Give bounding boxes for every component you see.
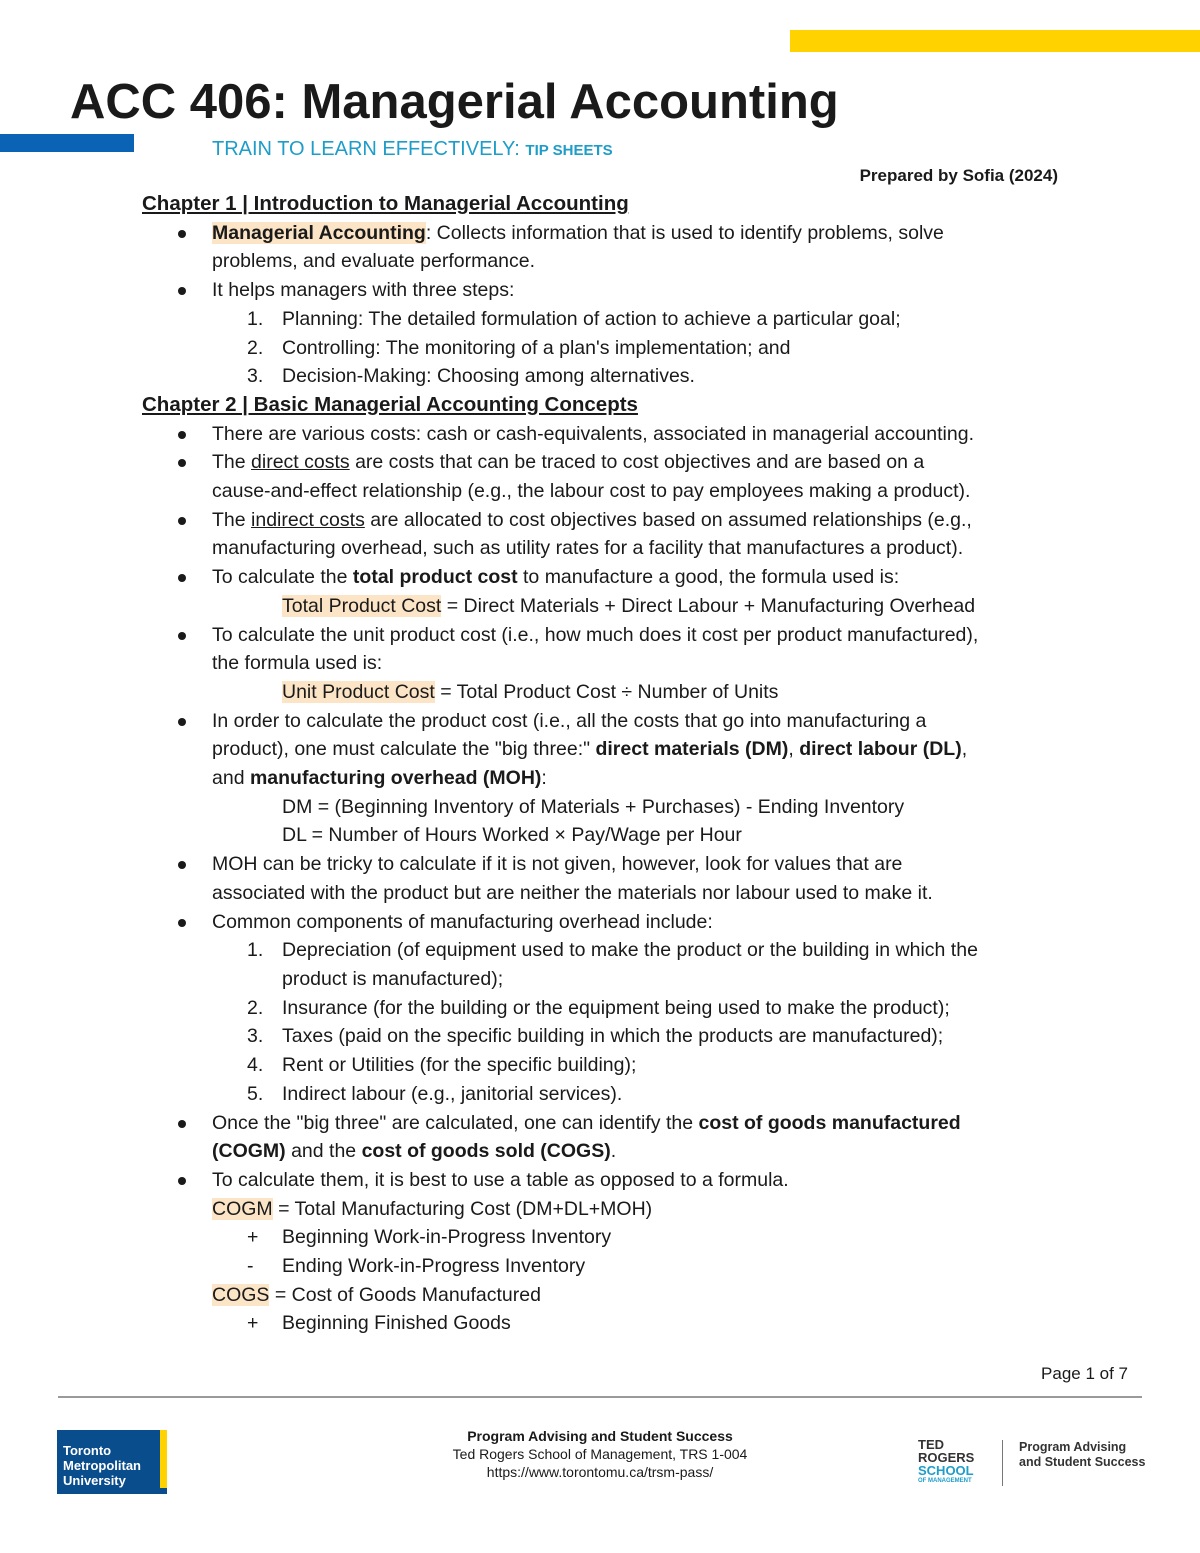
text: It helps managers with three steps: [212, 279, 515, 302]
text: and the [285, 1140, 362, 1163]
moh-item [212, 994, 1072, 1023]
term-direct-materials: direct materials (DM) [595, 738, 789, 761]
cogm-plus-line [142, 1223, 1072, 1252]
plus-sign: + [247, 1226, 259, 1249]
text: The [212, 451, 252, 474]
text: To calculate them, it is best to use a table as opposed to a formula. [212, 1168, 789, 1191]
minus-sign: - [247, 1255, 254, 1278]
text: Controlling: The monitoring of a plan's implementation; and [282, 336, 791, 359]
text: Planning: The detailed formulation of action to achieve a particular goal; [282, 307, 901, 330]
subtitle-main: TRAIN TO LEARN EFFECTIVELY: [212, 138, 520, 160]
text: To calculate the [212, 566, 353, 589]
logo-line: ROGERS [918, 1450, 975, 1465]
text: In order to calculate the product cost (i.e., all the costs that go into manufacturing a [212, 709, 927, 732]
list-item [142, 563, 1072, 620]
subtitle-small: TIP SHEETS [525, 142, 613, 159]
formula-dm: DM = (Beginning Inventory of Materials + Purchases) - Ending Inventory [282, 795, 905, 818]
number: 3. [247, 365, 264, 388]
list-item [142, 707, 1072, 851]
text: Ending Work-in-Progress Inventory [282, 1255, 586, 1278]
formula-term: Unit Product Cost [282, 680, 435, 703]
formula-text: = Total Manufacturing Cost (DM+DL+MOH) [272, 1197, 653, 1220]
list-item [142, 506, 1072, 563]
text: Beginning Work-in-Progress Inventory [282, 1226, 612, 1249]
text: . [610, 1140, 617, 1163]
text: There are various costs: cash or cash-equivalents, associated in managerial accounting. [212, 422, 974, 445]
number: 2. [247, 996, 264, 1019]
footer-address: Ted Rogers School of Management, TRS 1-004 [452, 1446, 748, 1462]
term-cogm: cost of goods manufactured [698, 1111, 961, 1134]
list-item [142, 448, 1072, 505]
list-item [142, 420, 1072, 449]
pass-logo [1019, 1440, 1145, 1470]
text: cause-and-effect relationship (e.g., the labour cost to pay employees making a product). [212, 480, 971, 503]
chapter-2-list [142, 420, 1072, 1195]
plus-sign: + [247, 1312, 259, 1335]
text: Indirect labour (e.g., janitorial services). [282, 1082, 623, 1105]
text: are costs that can be traced to cost objectives and are based on a [349, 451, 925, 474]
chapter-1-list [142, 219, 1072, 391]
list-item [142, 219, 1072, 276]
step-item [212, 334, 1072, 363]
number: 5. [247, 1082, 264, 1105]
document-title: ACC 406: Managerial Accounting [70, 75, 839, 129]
steps-list [212, 305, 1072, 391]
list-item [142, 621, 1072, 707]
formula-term: COGS [212, 1283, 270, 1306]
text: the formula used is: [212, 652, 383, 675]
document-subtitle [212, 136, 613, 164]
text: : Collects information that is used to identify problems, solve [425, 221, 944, 244]
trsm-logo [918, 1438, 974, 1485]
term-total-product-cost: total product cost [352, 566, 518, 589]
document-body [142, 190, 1072, 1338]
text: are allocated to cost objectives based on assumed relationships (e.g., [364, 508, 972, 531]
footer-org: Program Advising and Student Success [467, 1428, 733, 1444]
logo-line: SCHOOL [918, 1463, 974, 1478]
moh-item [212, 936, 1072, 993]
logo-line: OF MANAGEMENT [918, 1478, 972, 1484]
term-cogm-abbr: (COGM) [212, 1140, 286, 1163]
logo-line: Toronto [63, 1443, 112, 1458]
formula-total-product-cost [212, 592, 1072, 621]
step-item [212, 362, 1072, 391]
text: and [212, 767, 250, 790]
moh-item [212, 1051, 1072, 1080]
number: 1. [247, 939, 264, 962]
logo-separator [1002, 1440, 1003, 1486]
text: associated with the product but are neither the materials nor labour used to make it. [212, 881, 933, 904]
chapter-1-heading: Chapter 1 | Introduction to Managerial Accounting [142, 192, 629, 215]
logo-line: University [63, 1473, 126, 1488]
moh-components-list [212, 936, 1072, 1108]
moh-item [212, 1080, 1072, 1109]
text: Taxes (paid on the specific building in which the products are manufactured); [282, 1025, 944, 1048]
term-direct-costs: direct costs [251, 451, 350, 474]
text: Insurance (for the building or the equipment being used to make the product); [282, 996, 950, 1019]
text: Common components of manufacturing overhead include: [212, 910, 713, 933]
formula-term: COGM [212, 1197, 273, 1220]
text: To calculate the unit product cost (i.e., how much does it cost per product manufactured), [212, 623, 979, 646]
logo-line: Program Advising [1019, 1440, 1127, 1454]
text: : [541, 767, 547, 790]
chapter-2-heading: Chapter 2 | Basic Managerial Accounting Concepts [142, 392, 638, 416]
term-managerial-accounting: Managerial Accounting [212, 221, 426, 244]
text: MOH can be tricky to calculate if it is not given, however, look for values that are [212, 853, 903, 876]
logo-line: and Student Success [1019, 1455, 1146, 1469]
top-yellow-bar [790, 30, 1200, 52]
text: problems, and evaluate performance. [212, 250, 536, 273]
term-direct-labour: direct labour (DL) [799, 738, 962, 761]
list-item [142, 850, 1072, 907]
page-number: Page 1 of 7 [1041, 1364, 1128, 1383]
list-item [142, 276, 1072, 391]
step-item [212, 305, 1072, 334]
list-item [142, 908, 1072, 1109]
list-item [142, 1109, 1072, 1166]
text: Beginning Finished Goods [282, 1312, 511, 1335]
logo-line: Metropolitan [63, 1458, 141, 1473]
text: product is manufactured); [282, 967, 504, 990]
left-blue-bar [0, 134, 134, 152]
text: manufacturing overhead, such as utility rates for a facility that manufactures a product). [212, 537, 964, 560]
number: 4. [247, 1054, 264, 1077]
formula-dl: DL = Number of Hours Worked × Pay/Wage per Hour [282, 824, 742, 847]
footer-divider [58, 1396, 1142, 1398]
cogs-plus-line [142, 1309, 1072, 1338]
number: 2. [247, 336, 264, 359]
formula-text: = Cost of Goods Manufactured [269, 1283, 541, 1306]
formula-unit-product-cost [212, 678, 1072, 707]
list-item [142, 1166, 1072, 1195]
text: to manufacture a good, the formula used is: [517, 566, 900, 589]
number: 1. [247, 307, 264, 330]
number: 3. [247, 1025, 264, 1048]
formula-term: Total Product Cost [282, 594, 442, 617]
term-manufacturing-overhead: manufacturing overhead (MOH) [249, 767, 542, 790]
text: Rent or Utilities (for the specific building); [282, 1054, 637, 1077]
text: The [212, 508, 252, 531]
text: Decision-Making: Choosing among alternatives. [282, 365, 695, 388]
formula-text: = Direct Materials + Direct Labour + Manufacturing Overhead [441, 594, 976, 617]
text: , [961, 738, 968, 761]
text: Depreciation (of equipment used to make the product or the building in which the [282, 939, 978, 962]
footer-url: https://www.torontomu.ca/trsm-pass/ [486, 1464, 714, 1480]
text: , [788, 738, 800, 761]
logo-line: TED [918, 1437, 944, 1452]
cogm-formula [142, 1195, 1072, 1224]
formula-text: = Total Product Cost ÷ Number of Units [434, 680, 779, 703]
prepared-by: Prepared by Sofia (2024) [859, 166, 1058, 185]
text: product), one must calculate the "big three:" [212, 738, 596, 761]
cogs-formula [142, 1281, 1072, 1310]
cogm-minus-line [142, 1252, 1072, 1281]
moh-item [212, 1022, 1072, 1051]
text: Once the "big three" are calculated, one can identify the [212, 1111, 699, 1134]
term-indirect-costs: indirect costs [251, 508, 365, 531]
term-cogs: cost of goods sold (COGS) [361, 1140, 611, 1163]
